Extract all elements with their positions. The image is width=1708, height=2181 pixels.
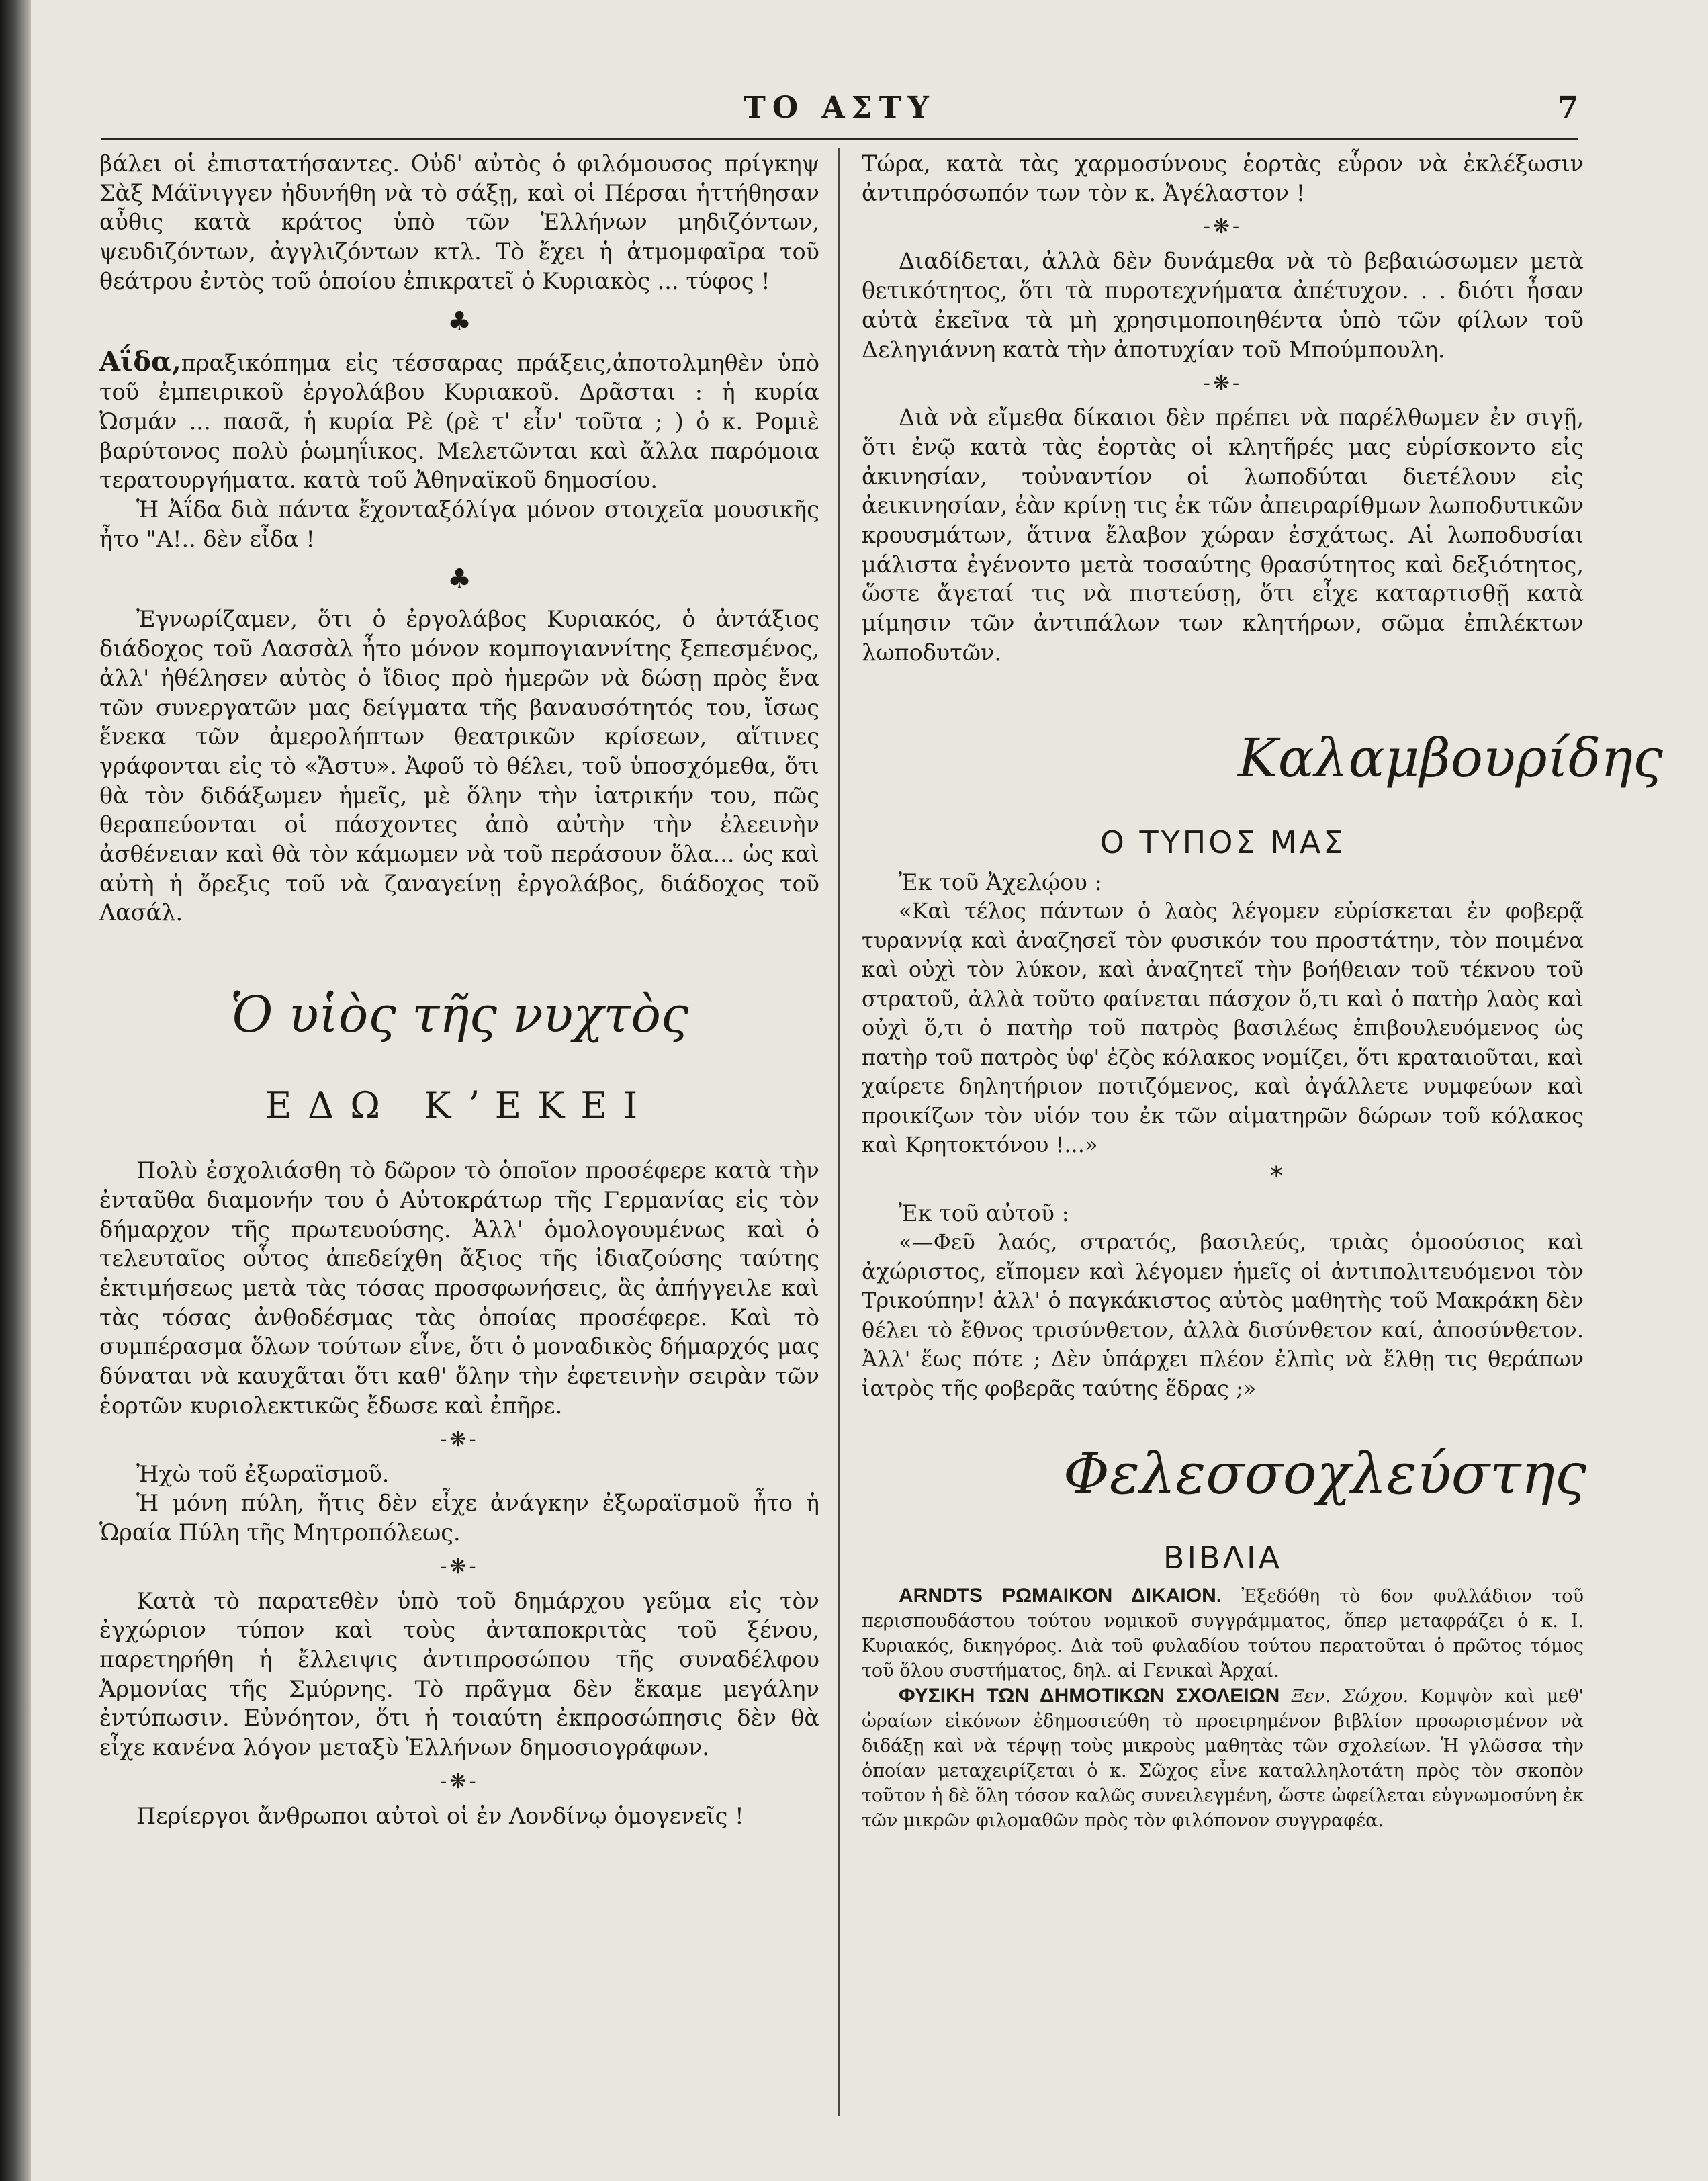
paragraph: βάλει οἱ ἐπιστατήσαντες. Οὐδ' αὐτὸς ὁ φιλόμουσος πρίγκηψ Σὰξ Μάϊνιγγεν ἠδυνήθη νὰ τὸ σάξῃ, καὶ οἱ Πέρσαι ἡττήθησαν αὖθις κατὰ κράτος ὑπὸ τῶν Ἑλλήνων μηδιζόντων, ψευδιζόντων, ἀγγλιζόντων κτλ. Τὸ ἔχει ἡ ἀτμομφαῖρα τοῦ θεάτρου ἐντὸς τοῦ ὁποίου ἐπικρατεῖ ὁ Κυριακὸς ... τύφος ! <box>99 150 819 294</box>
book-author: Ξεν. Σώχου. <box>1291 1686 1409 1707</box>
aida-lead: Αΐδα, <box>99 345 181 377</box>
paragraph: Πολὺ ἐσχολιάσθη τὸ δῶρον τὸ ὁποῖον προσέφερε κατὰ τὴν ἐνταῦθα διαμονήν του ὁ Αὐτοκράτωρ τῆς Γερμανίας εἰς τὸν δήμαρχον τῆς πρωτευούσης. Ἀλλ' ὁμολογουμένως καὶ ὁ τελευταῖος οὗτος ἀπεδείχθη ἄξιος τῆς ἰδιαζούσης ταύτης ἐκτιμήσεως μετὰ τὰς τόσας προσφωνήσεις, ἃς ἀπήγγειλε καὶ τὰς τόσας ἀνθοδέσμας τὰς ὁποίας προσέφερε. Καὶ τὸ συμπέρασμα ὅλων τούτων εἶνε, ὅτι ὁ μοναδικὸς δήμαρχός μας δύναται νὰ καυχᾶται ὅτι καθ' ὅλην τὴν ἐφετεινὴν σειρὰν τῶν ἑορτῶν κυριολεκτικῶς ἔδωσε καὶ ἐπῆρε. <box>99 1157 819 1419</box>
handwritten-signature: Φελεσσοχλεύστης <box>1063 1441 1586 1507</box>
paragraph: Ἡ Ἀΐδα διὰ πάντα ἔχονταξόλίγα μόνον στοιχεῖα μουσικῆς ἦτο "Α!.. δὲν εἶδα ! <box>99 496 819 552</box>
paragraph-aida <box>99 347 819 496</box>
divider-ornament: -❋- <box>440 1427 479 1452</box>
paragraph: Ἡ μόνη πύλη, ἥτις δὲν εἶχε ἀνάγκην ἐξωραϊσμοῦ ἦτο ἡ Ὡραία Πύλη τῆς Μητροπόλεως. <box>99 1490 819 1546</box>
header-rule <box>101 138 1578 140</box>
club-ornament: ♣ <box>447 564 471 595</box>
paragraph: Ἠχὼ τοῦ ἐξωραϊσμοῦ. <box>136 1460 390 1487</box>
section-heading-edo-kekei: ΕΔΩ ΚʼΕΚΕΙ <box>265 1084 654 1127</box>
page-binding-edge <box>0 0 31 2181</box>
paragraph: Κατὰ τὸ παρατεθὲν ὑπὸ τοῦ δημάρχου γεῦμα εἰς τὸν ἐγχώριον τύπον καὶ τοὺς ἀνταποκριτὰς τοῦ ξένου, παρετηρήθη ἡ ἔλλειψις ἀντιπροσώπου τῆς συναδέλφου Ἀρμονίας τῆς Σμύρνης. Τὸ πρᾶγμα δὲν ἔκαμε μεγάλην ἐντύπωσιν. Εὐνόητον, ὅτι ἡ τοιαύτη ἐκπροσώπησις δὲν θὰ εἶχε κανένα λόγον μεταξὺ Ἑλλήνων δημοσιογράφων. <box>99 1587 819 1761</box>
divider-ornament: -❋- <box>1203 371 1243 396</box>
handwritten-signature: Καλαμβουρίδης <box>1238 726 1663 789</box>
divider-ornament: -❋- <box>440 1769 479 1793</box>
source-label: Ἐκ τοῦ Ἀχελῴου : <box>899 869 1102 895</box>
club-ornament: ♣ <box>447 306 471 337</box>
divider-ornament: -❋- <box>440 1554 479 1578</box>
page-header <box>101 91 1578 131</box>
section-heading-typos: Ο ΤΥΠΟΣ ΜΑΣ <box>1099 824 1346 860</box>
paragraph: Ἐγνωρίζαμεν, ὅτι ὁ ἐργολάβος Κυριακός, ὁ ἀντάξιος διάδοχος τοῦ Λασσὰλ ἦτο μόνον κομπογιαννίτης ξεπεσμένος, ἀλλ' ἠθέλησεν αὐτὸς ὁ ἴδιος πρὸ ἡμερῶν νὰ δώσῃ πρὸς ἕνα τῶν συνεργατῶν μας δείγματα τῆς βαναυσότητός του, ἴσως ἕνεκα τῶν ἀμερολήπτων θεατρικῶν κρίσεων, αἵτινες γράφονται εἰς τὸ «Ἄστυ». Ἀφοῦ τὸ θέλει, τοῦ ὑποσχόμεθα, ὅτι θὰ τὸν διδάξωμεν ἡμεῖς, μὲ ὅλην τὴν ἰατρικήν του, πῶς θεραπεύονται οἱ πάσχοντες ἀπὸ αὐτὴν τὴν ἐλεεινὴν ἀσθένειαν καὶ θὰ τὸν κάμωμεν νὰ τοῦ περάσουν ὅλα... ὡς καὶ αὐτὴ ἡ ὄρεξις τοῦ νὰ ζαναγείνῃ ἐργολάβος, διάδοχος τοῦ Λασάλ. <box>99 606 819 926</box>
book-description: Ἐξεδόθη τὸ 6ον φυλλάδιον τοῦ περισπουδάστου τούτου νομικοῦ συγγράμματος, ὅπερ μεταφράζει ὁ κ. Ι. Κυριακός, δικηγόρος. Διὰ τοῦ φυλαδίου τούτου περατοῦται ὁ πρῶτος τόμος τοῦ ὅλου συστήματος, δηλ. αἱ Γενικαὶ Ἀρχαί. <box>862 1586 1584 1682</box>
section-heading-biblia: ΒΙΒΛΙΑ <box>1163 1540 1283 1576</box>
page-number: 7 <box>1558 91 1578 125</box>
quotation: «—Φεῦ λαός, στρατός, βασιλεύς, τριὰς ὁμοούσιος καὶ ἀχώριστος, εἴπομεν καὶ λέγομεν ἡμεῖς οἱ ἀντιπολιτευόμενοι τὸν Τρικούπην! ἀλλ' ὁ παγκάκιστος αὐτὸς μαθητὴς τοῦ Μακράκη δὲν θέλει τὸ ἔθνος τρισύνθετον, ἀλλὰ δισύνθετον καί, ἀποσύνθετον. Ἀλλ' ἕως πότε ; Δὲν ὑπάρχει πλέον ἐλπὶς νὰ ἔλθῃ τις θεράπων ἰατρὸς τῆς φοβερᾶς ταύτης ἕδρας ;» <box>862 1229 1584 1401</box>
book-notice <box>862 1683 1584 1833</box>
paragraph: Διὰ νὰ εἴμεθα δίκαιοι δὲν πρέπει νὰ παρέλθωμεν ἐν σιγῇ, ὅτι ἐνῷ κατὰ τὰς ἑορτὰς οἱ κλητῆρές μας εὑρίσκοντο εἰς ἀκινησίαν, τοὐναντίον οἱ λωποδύται διετέλουν εἰς ἀεικινησίαν, ἐὰν κρίνῃ τις ἐκ τῶν ἀπειραρίθμων λωποδυτικῶν κρουσμάτων, ἅτινα ἔλαβον χώραν ἐσχάτως. Αἱ λωποδυσίαι μάλιστα ἐγένοντο μετὰ τοσαύτης θρασύτητος καὶ δεξιότητος, ὥστε ἄγεταί τις νὰ πιστεύσῃ, ὅτι εἶχε καταρτισθῇ κατὰ μίμησιν τῶν ἀντιπάλων των κλητήρων, σῶμα ἐπιλέκτων λωποδυτῶν. <box>862 404 1584 666</box>
left-column <box>99 149 819 1831</box>
paragraph: Περίεργοι ἄνθρωποι αὐτοὶ οἱ ἐν Λονδίνῳ ὁμογενεῖς ! <box>136 1802 744 1829</box>
book-description: Κομψὸν καὶ μεθ' ὡραίων εἰκόνων ἐδημοσιεύθη τὸ προειρημένον βιβλίον προωρισμένον νὰ διδάξῃ καὶ νὰ τέρψῃ τοὺς μικροὺς μαθητὰς τῶν σχολείων. Ἡ γλῶσσα τὴν ὁποίαν μεταχειρίζεται ὁ κ. Σῶχος εἶνε καταλληλοτάτη πρὸς τὸν σκοπὸν τοῦτον ἡ δὲ ὅλη τόσον καλῶς συνειλεγμένη, ὥστε ὠφείλεται εὐγνωμοσύνη ἐκ τῶν μικρῶν φιλομαθῶν πρὸς τὸν φιλόπονον συγγραφέα. <box>862 1686 1584 1832</box>
source-label: Ἐκ τοῦ αὐτοῦ : <box>899 1200 1069 1227</box>
star-ornament: * <box>1270 1162 1283 1190</box>
right-column <box>862 149 1663 1833</box>
column-divider <box>838 148 840 2116</box>
paragraph: Διαδίδεται, ἀλλὰ δὲν δυνάμεθα νὰ τὸ βεβαιώσωμεν μετὰ θετικότητος, ὅτι τὰ πυροτεχνήματα ἀπέτυχον. . . διότι ἦσαν αὐτὰ ἐκεῖνα τὰ μὴ χρησιμοποιηθέντα ὑπὸ τῶν φίλων τοῦ Δεληγιάννη κατὰ τὴν ἀποτυχίαν τοῦ Μπούμπουλη. <box>862 248 1584 363</box>
book-title: ARNDTS ΡΩΜΑΙΚΟΝ ΔΙΚΑΙΟΝ. <box>899 1585 1222 1607</box>
book-title: ΦΥΣΙΚΗ ΤΩΝ ΔΗΜΟΤΙΚΩΝ ΣΧΟΛΕΙΩΝ <box>899 1685 1280 1707</box>
newspaper-title: ΤΟ ΑΣΤΥ <box>744 91 936 125</box>
book-notice <box>862 1583 1584 1683</box>
quotation: «Καὶ τέλος πάντων ὁ λαὸς λέγομεν εὑρίσκεται ἐν φοβερᾷ τυραννίᾳ καὶ ἀναζησεῖ τὸν φυσικόν του προστάτην, τὸν ποιμένα καὶ οὐχὶ τὸν λύκον, καὶ ἀναζητεῖ τὴν βοήθειαν τοῦ τέκνου τοῦ στρατοῦ, ἀλλὰ τοῦτο φαίνεται πάσχον ὅ,τι καὶ ὁ πατὴρ λαὸς καὶ οὐχὶ ὅ,τι ὁ πατὴρ τοῦ πατρὸς βασιλέως ἐπιβουλευόμενος ὡς πατὴρ τοῦ πατρὸς ὑφ' ἐζὸς κόλακος νομίζει, ὅτι κραταιοῦται, καὶ χαίρετε δηλητήριον ποτιζόμενος, καὶ ἀγάλλετε νυμφεύων καὶ προικίζων τὸν υἱόν του ἐκ τῶν αἱματηρῶν δώρων τοῦ κόλακος καὶ Κρητοκτόνου !...» <box>862 898 1584 1158</box>
divider-ornament: -❋- <box>1203 215 1243 239</box>
aida-text: πραξικόπημα εἰς τέσσαρας πράξεις,ἀποτολμηθὲν ὑπὸ τοῦ ἐμπειρικοῦ ἐργολάβου Κυριακοῦ. Δρᾶσται : ἡ κυρία Ὠσμάν ... πασᾶ, ἡ κυρία Ρὲ (ρὲ τ' εἶν' τοῦτα ; ) ὁ κ. Ρομιὲ βαρύτονος πολὺ ῥωμηΐικος. Μελετῶνται καὶ ἄλλα παρόμοια τερατουργήματα. κατὰ τοῦ Ἀθηναϊκοῦ δημοσίου. <box>99 349 819 494</box>
paragraph: Τώρα, κατὰ τὰς χαρμοσύνους ἑορτὰς εὗρον νὰ ἐκλέξωσιν ἀντιπρόσωπόν των τὸν κ. Ἀγέλαστον ! <box>862 150 1584 206</box>
handwritten-signature: Ὁ υἱὸς τῆς νυχτὸς <box>230 986 689 1044</box>
